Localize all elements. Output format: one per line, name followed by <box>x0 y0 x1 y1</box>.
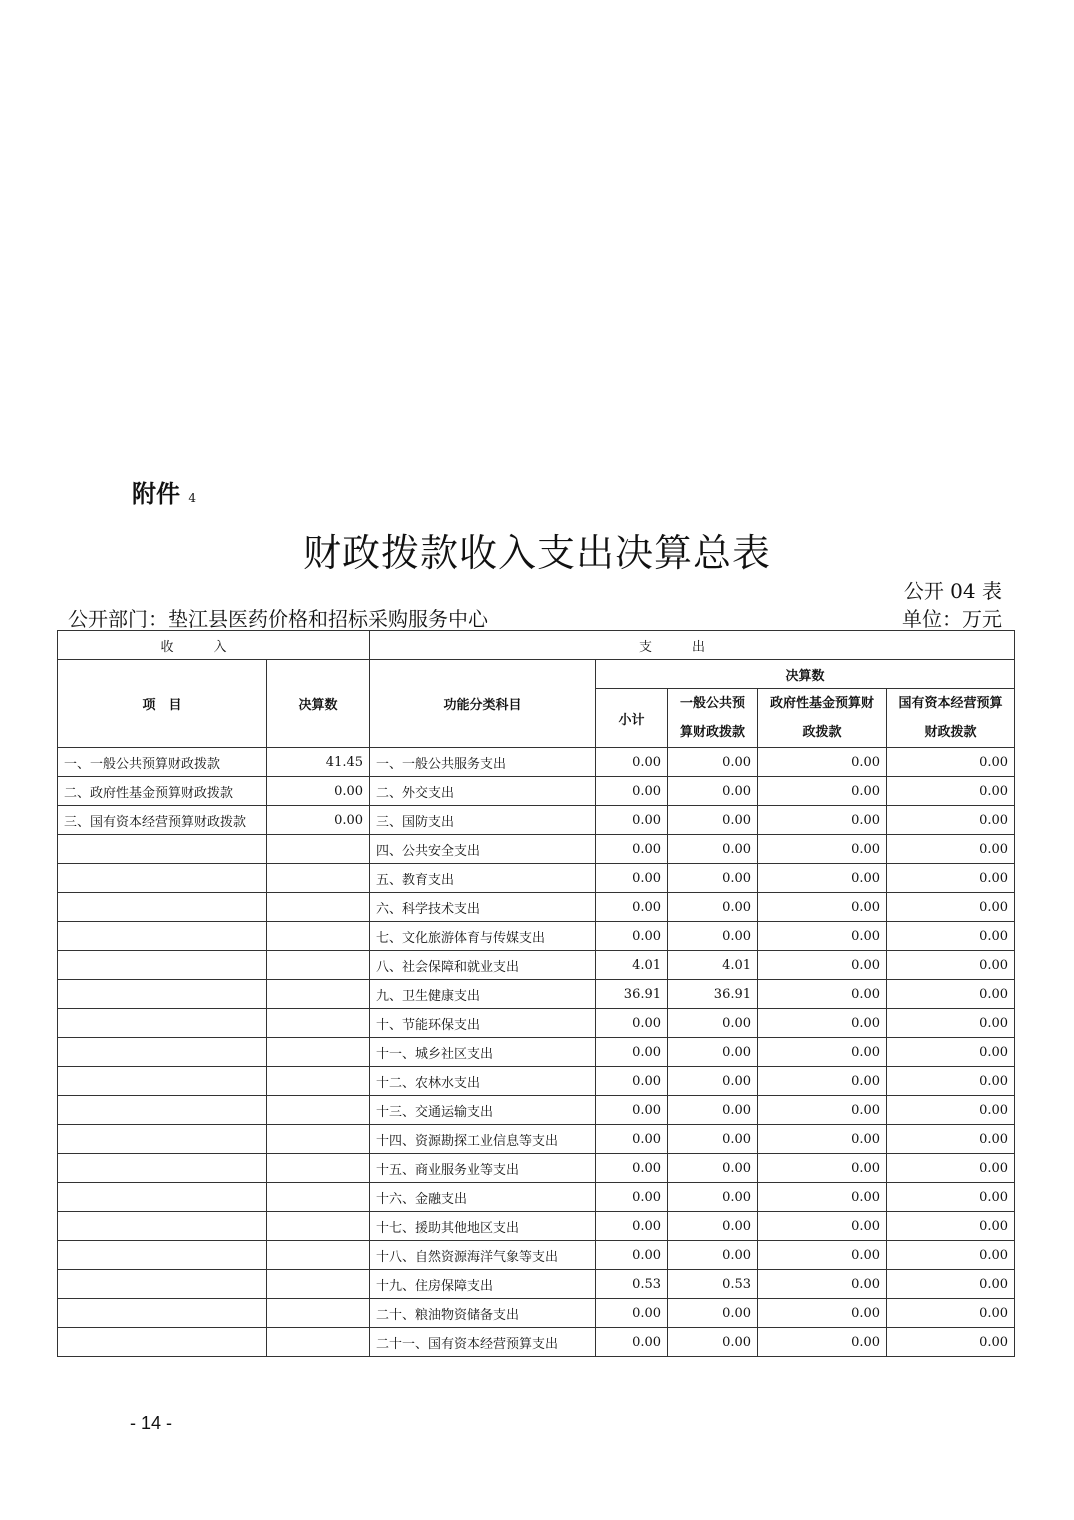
cell-capital: 0.00 <box>887 980 1015 1009</box>
gov-fund-header: 政府性基金预算财政拨款 <box>758 689 887 748</box>
cell-capital: 0.00 <box>887 951 1015 980</box>
table-row <box>58 1096 1015 1125</box>
cell-income-amount <box>267 922 370 951</box>
cell-income-amount: 0.00 <box>267 777 370 806</box>
cell-subtotal: 0.00 <box>596 777 668 806</box>
table-row <box>58 1212 1015 1241</box>
cell-subject: 五、教育支出 <box>370 864 596 893</box>
table-row <box>58 1067 1015 1096</box>
cell-fund: 0.00 <box>758 1183 887 1212</box>
cell-subtotal: 0.00 <box>596 893 668 922</box>
cell-subtotal: 0.00 <box>596 1009 668 1038</box>
cell-general: 0.00 <box>668 1183 758 1212</box>
final-amount-header: 决算数 <box>596 660 1015 689</box>
cell-income-item <box>58 835 267 864</box>
department: 公开部门：垫江县医药价格和招标采购服务中心 <box>68 607 488 631</box>
cell-subject: 二、外交支出 <box>370 777 596 806</box>
cell-income-amount <box>267 864 370 893</box>
cell-income-item: 三、国有资本经营预算财政拨款 <box>58 806 267 835</box>
cell-subtotal: 0.00 <box>596 1241 668 1270</box>
cell-income-item <box>58 1067 267 1096</box>
cell-income-item: 一、一般公共预算财政拨款 <box>58 748 267 777</box>
cell-income-amount <box>267 1299 370 1328</box>
cell-general: 0.00 <box>668 748 758 777</box>
cell-capital: 0.00 <box>887 1241 1015 1270</box>
cell-subject: 八、社会保障和就业支出 <box>370 951 596 980</box>
cell-subject: 十三、交通运输支出 <box>370 1096 596 1125</box>
cell-subtotal: 36.91 <box>596 980 668 1009</box>
cell-subject: 十一、城乡社区支出 <box>370 1038 596 1067</box>
cell-subtotal: 0.00 <box>596 1183 668 1212</box>
cell-income-amount <box>267 1125 370 1154</box>
cell-fund: 0.00 <box>758 980 887 1009</box>
cell-subject: 六、科学技术支出 <box>370 893 596 922</box>
cell-fund: 0.00 <box>758 777 887 806</box>
cell-income-item <box>58 1328 267 1357</box>
cell-income-item <box>58 893 267 922</box>
finance-table <box>57 630 1015 1357</box>
page-title: 财政拨款收入支出决算总表 <box>302 531 771 575</box>
cell-fund: 0.00 <box>758 1299 887 1328</box>
item-header: 项 目 <box>58 660 267 748</box>
cell-capital: 0.00 <box>887 864 1015 893</box>
cell-income-amount <box>267 1154 370 1183</box>
cell-general: 0.53 <box>668 1270 758 1299</box>
cell-capital: 0.00 <box>887 1183 1015 1212</box>
cell-general: 0.00 <box>668 1067 758 1096</box>
cell-capital: 0.00 <box>887 1299 1015 1328</box>
cell-fund: 0.00 <box>758 951 887 980</box>
cell-capital: 0.00 <box>887 1009 1015 1038</box>
cell-general: 0.00 <box>668 1328 758 1357</box>
table-row <box>58 1299 1015 1328</box>
cell-income-item <box>58 1125 267 1154</box>
cell-subject: 十四、资源勘探工业信息等支出 <box>370 1125 596 1154</box>
cell-general: 0.00 <box>668 1096 758 1125</box>
subtotal-header: 小计 <box>596 689 668 748</box>
attachment-number: 4 <box>188 491 196 505</box>
cell-general: 0.00 <box>668 922 758 951</box>
cell-income-item <box>58 1009 267 1038</box>
cell-fund: 0.00 <box>758 806 887 835</box>
cell-general: 0.00 <box>668 835 758 864</box>
table-row <box>58 1038 1015 1067</box>
cell-fund: 0.00 <box>758 1212 887 1241</box>
cell-subtotal: 0.53 <box>596 1270 668 1299</box>
cell-income-amount <box>267 1241 370 1270</box>
cell-capital: 0.00 <box>887 1125 1015 1154</box>
cell-income-item <box>58 1270 267 1299</box>
cell-income-amount <box>267 980 370 1009</box>
cell-subject: 二十、粮油物资储备支出 <box>370 1299 596 1328</box>
cell-capital: 0.00 <box>887 806 1015 835</box>
cell-income-amount: 41.45 <box>267 748 370 777</box>
cell-general: 0.00 <box>668 777 758 806</box>
cell-income-item <box>58 1183 267 1212</box>
cell-capital: 0.00 <box>887 922 1015 951</box>
cell-subject: 十五、商业服务业等支出 <box>370 1154 596 1183</box>
table-row <box>58 1241 1015 1270</box>
cell-income-item <box>58 922 267 951</box>
cell-income-amount <box>267 1067 370 1096</box>
cell-income-amount: 0.00 <box>267 806 370 835</box>
cell-fund: 0.00 <box>758 1241 887 1270</box>
cell-subtotal: 0.00 <box>596 864 668 893</box>
cell-fund: 0.00 <box>758 1154 887 1183</box>
cell-fund: 0.00 <box>758 1270 887 1299</box>
cell-capital: 0.00 <box>887 835 1015 864</box>
cell-fund: 0.00 <box>758 1067 887 1096</box>
unit-label: 单位：万元 <box>902 607 1002 631</box>
cell-subject: 十九、住房保障支出 <box>370 1270 596 1299</box>
cell-general: 0.00 <box>668 806 758 835</box>
cell-income-amount <box>267 951 370 980</box>
cell-subtotal: 0.00 <box>596 922 668 951</box>
cell-general: 36.91 <box>668 980 758 1009</box>
cell-income-item <box>58 1154 267 1183</box>
cell-subtotal: 0.00 <box>596 1212 668 1241</box>
table-row <box>58 1328 1015 1357</box>
cell-income-amount <box>267 1009 370 1038</box>
cell-general: 4.01 <box>668 951 758 980</box>
table-row <box>58 835 1015 864</box>
cell-capital: 0.00 <box>887 1154 1015 1183</box>
cell-general: 0.00 <box>668 1241 758 1270</box>
table-row <box>58 1154 1015 1183</box>
cell-subject: 一、一般公共服务支出 <box>370 748 596 777</box>
cell-fund: 0.00 <box>758 835 887 864</box>
table-row <box>58 951 1015 980</box>
cell-income-item <box>58 1096 267 1125</box>
cell-income-amount <box>267 1096 370 1125</box>
cell-subtotal: 0.00 <box>596 1125 668 1154</box>
cell-subtotal: 0.00 <box>596 748 668 777</box>
cell-capital: 0.00 <box>887 1096 1015 1125</box>
cell-subject: 二十一、国有资本经营预算支出 <box>370 1328 596 1357</box>
cell-subtotal: 0.00 <box>596 1328 668 1357</box>
cell-income-amount <box>267 1270 370 1299</box>
general-public-header: 一般公共预算财政拨款 <box>668 689 758 748</box>
cell-fund: 0.00 <box>758 1125 887 1154</box>
table-row <box>58 1270 1015 1299</box>
table-row <box>58 922 1015 951</box>
cell-general: 0.00 <box>668 864 758 893</box>
cell-capital: 0.00 <box>887 777 1015 806</box>
expense-header: 支出 <box>370 631 1015 660</box>
cell-fund: 0.00 <box>758 1328 887 1357</box>
cell-income-amount <box>267 835 370 864</box>
cell-capital: 0.00 <box>887 893 1015 922</box>
cell-fund: 0.00 <box>758 864 887 893</box>
income-header: 收入 <box>58 631 370 660</box>
form-number: 公开 04 表 <box>903 579 1002 603</box>
cell-income-amount <box>267 1183 370 1212</box>
cell-subtotal: 0.00 <box>596 835 668 864</box>
cell-subtotal: 0.00 <box>596 1096 668 1125</box>
table-row <box>58 980 1015 1009</box>
cell-capital: 0.00 <box>887 1038 1015 1067</box>
cell-income-item <box>58 1212 267 1241</box>
cell-subject: 十六、金融支出 <box>370 1183 596 1212</box>
cell-capital: 0.00 <box>887 748 1015 777</box>
table-row <box>58 777 1015 806</box>
table-row <box>58 806 1015 835</box>
cell-subtotal: 0.00 <box>596 1299 668 1328</box>
cell-income-item <box>58 1038 267 1067</box>
attachment-label: 附件 4 <box>132 480 196 508</box>
cell-fund: 0.00 <box>758 1096 887 1125</box>
cell-income-item <box>58 1241 267 1270</box>
cell-subject: 十八、自然资源海洋气象等支出 <box>370 1241 596 1270</box>
cell-subtotal: 0.00 <box>596 806 668 835</box>
cell-income-amount <box>267 1328 370 1357</box>
table-row <box>58 893 1015 922</box>
cell-subject: 四、公共安全支出 <box>370 835 596 864</box>
cell-general: 0.00 <box>668 1125 758 1154</box>
cell-subject: 十七、援助其他地区支出 <box>370 1212 596 1241</box>
cell-general: 0.00 <box>668 1154 758 1183</box>
cell-general: 0.00 <box>668 1009 758 1038</box>
cell-subtotal: 0.00 <box>596 1067 668 1096</box>
table-row <box>58 1009 1015 1038</box>
cell-general: 0.00 <box>668 1038 758 1067</box>
cell-subject: 七、文化旅游体育与传媒支出 <box>370 922 596 951</box>
cell-fund: 0.00 <box>758 893 887 922</box>
cell-general: 0.00 <box>668 893 758 922</box>
cell-income-amount <box>267 893 370 922</box>
cell-general: 0.00 <box>668 1299 758 1328</box>
cell-fund: 0.00 <box>758 1009 887 1038</box>
cell-income-item <box>58 864 267 893</box>
cell-fund: 0.00 <box>758 1038 887 1067</box>
cell-income-item: 二、政府性基金预算财政拨款 <box>58 777 267 806</box>
cell-subject: 十二、农林水支出 <box>370 1067 596 1096</box>
cell-income-item <box>58 1299 267 1328</box>
amount-header: 决算数 <box>267 660 370 748</box>
page-number: - 14 - <box>130 1413 173 1433</box>
cell-fund: 0.00 <box>758 922 887 951</box>
func-subject-header: 功能分类科目 <box>370 660 596 748</box>
cell-subject: 三、国防支出 <box>370 806 596 835</box>
cell-capital: 0.00 <box>887 1067 1015 1096</box>
cell-capital: 0.00 <box>887 1328 1015 1357</box>
cell-subject: 十、节能环保支出 <box>370 1009 596 1038</box>
state-capital-header: 国有资本经营预算财政拨款 <box>887 689 1015 748</box>
cell-capital: 0.00 <box>887 1212 1015 1241</box>
cell-income-item <box>58 980 267 1009</box>
table-row <box>58 864 1015 893</box>
table-row <box>58 1125 1015 1154</box>
cell-subtotal: 4.01 <box>596 951 668 980</box>
cell-fund: 0.00 <box>758 748 887 777</box>
cell-subtotal: 0.00 <box>596 1154 668 1183</box>
cell-income-amount <box>267 1212 370 1241</box>
table-row <box>58 1183 1015 1212</box>
cell-capital: 0.00 <box>887 1270 1015 1299</box>
cell-income-item <box>58 951 267 980</box>
table-row <box>58 748 1015 777</box>
cell-subtotal: 0.00 <box>596 1038 668 1067</box>
cell-subject: 九、卫生健康支出 <box>370 980 596 1009</box>
cell-income-amount <box>267 1038 370 1067</box>
cell-general: 0.00 <box>668 1212 758 1241</box>
